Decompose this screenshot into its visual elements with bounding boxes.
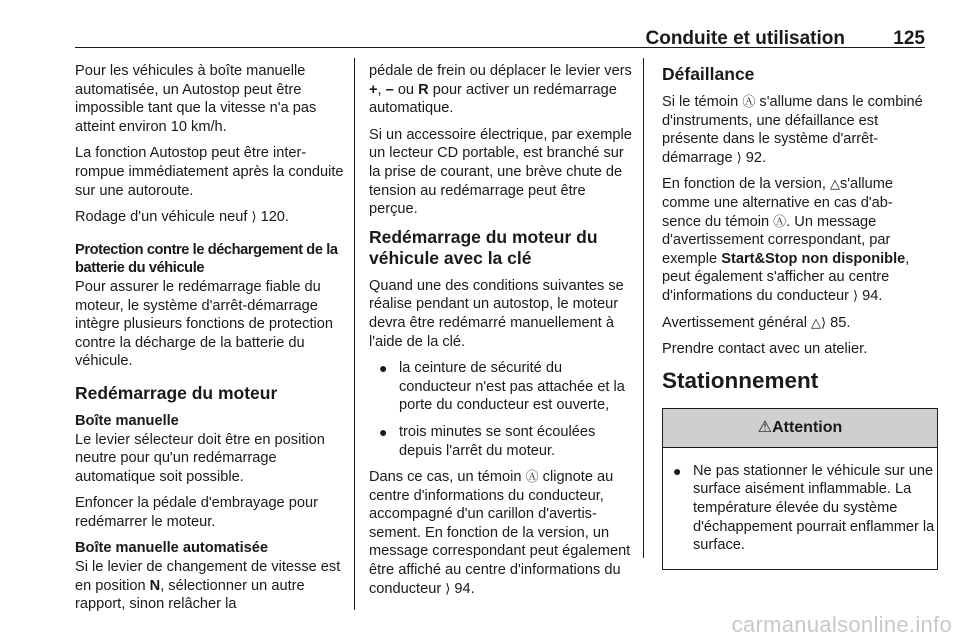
paragraph: Dans ce cas, un témoin Ⓐ clignote au centre d'informations du conducteur, accompagné d'un carillon d'avertissement. En fonction de la version, un message correspondant peut également être affiché au centre d'informations du conducteur ⟩ 94.: [369, 469, 631, 597]
page-reference-arrow-icon: ⟩: [736, 149, 742, 165]
paragraph: Rodage d'un véhicule neuf ⟩ 120.: [75, 209, 289, 226]
section-heading: Défaillance: [662, 64, 755, 84]
attention-body: [663, 448, 937, 569]
paragraph: Quand une des conditions suivantes se réalise pendant un autostop, le moteur devra être redémarré manuellement à l'aide de la clé.: [369, 277, 624, 350]
paragraph: pédale de frein ou déplacer le levier vers +, – ou R pour activer un redémarrage automatique.: [369, 63, 632, 117]
list-item: ● Ne pas stationner le véhicule sur une surface aisément inflammable. La température élevée du système d'échappement pourrait enflammer la surface.: [673, 462, 935, 554]
column-2: [369, 62, 635, 598]
subheading: Boîte manuelle automatisée: [75, 540, 269, 557]
column-3: [662, 62, 935, 570]
paragraph: Le levier sélecteur doit être en position neutre pour qu'un redémarrage automatique soit possible.: [75, 431, 325, 485]
page-reference-link[interactable]: 85.: [830, 314, 851, 331]
paragraph: Si le levier de changement de vitesse est en position N, sélectionner un autre rapport, sinon relâcher la: [75, 559, 341, 613]
page-reference-link[interactable]: 120.: [260, 209, 289, 226]
bullet-icon: ●: [379, 423, 388, 440]
autostop-lamp-icon: Ⓐ: [742, 94, 756, 109]
page-header: [75, 26, 925, 48]
warning-triangle-icon: △: [811, 314, 821, 330]
warning-triangle-icon: ⚠: [757, 418, 773, 436]
section-title: Conduite et utilisation: [645, 28, 845, 49]
column-1: [75, 62, 345, 614]
chapter-heading: Stationnement: [662, 367, 819, 393]
attention-header: ⚠Attention: [663, 408, 937, 448]
header-rule: [75, 47, 925, 48]
warning-triangle-icon: △: [829, 176, 840, 192]
paragraph: Si un accessoire électrique, par exemple un lecteur CD portable, est branché sur la prise de courant, une brève chute de tension au redémarrage peut être perçue.: [369, 126, 632, 218]
paragraph: Prendre contact avec un atelier.: [662, 341, 868, 358]
page-reference-arrow-icon: ⟩: [445, 580, 451, 596]
page-reference-link[interactable]: 94.: [862, 287, 883, 304]
page-number: 125: [893, 28, 925, 49]
page-reference-arrow-icon: ⟩: [251, 209, 257, 225]
bullet-icon: ●: [379, 360, 388, 377]
list-item: ● trois minutes se sont écoulées depuis l'arrêt du moteur.: [379, 423, 596, 459]
subheading: Boîte manuelle: [75, 412, 179, 429]
autostop-lamp-icon: Ⓐ: [773, 213, 787, 229]
list-item: ● la ceinture de sécurité du conducteur n'est pas attachée et la porte du conducteur est ouverte,: [379, 360, 625, 414]
paragraph: Pour les véhicules à boîte manuelle automatisée, un Autostop peut être impossible tant que la vitesse n'a pas atteint environ 10 km/h.: [75, 63, 317, 135]
column-divider-1: [354, 58, 355, 610]
attention-box: [662, 408, 938, 570]
autostop-lamp-icon: Ⓐ: [525, 469, 539, 485]
page-reference-arrow-icon: ⟩: [821, 314, 827, 330]
bullet-icon: ●: [673, 462, 682, 479]
watermark: carmanualsonline.info: [731, 612, 952, 637]
page-reference-link[interactable]: 94.: [454, 580, 475, 597]
paragraph: Si le témoin Ⓐ s'allume dans le combiné d'instruments, une défaillance est présente dans le système d'arrêt-démarrage ⟩ 92.: [662, 94, 923, 166]
section-heading: Redémarrage du moteur: [75, 382, 278, 403]
page-reference-arrow-icon: ⟩: [853, 287, 859, 303]
paragraph: Pour assurer le redémarrage fiable du moteur, le système d'arrêt-démarrage intègre plusieurs fonctions de protection contre la décharge de la batterie du véhicule.: [75, 278, 333, 370]
column-divider-2: [643, 58, 644, 558]
paragraph: La fonction Autostop peut être interrompue immédiatement après la conduite sur une autoroute.: [75, 145, 344, 199]
paragraph: En fonction de la version, △s'allume comme une alternative en cas d'absence du témoin Ⓐ. Un message d'avertissement correspondant, par exemple Start&Stop non disponible, peut également s'afficher au centre d'informations du conducteur ⟩ 94.: [662, 176, 910, 304]
subheading: Protection contre le déchargement de la batterie du véhicule: [75, 241, 338, 277]
paragraph: Enfoncer la pédale d'embrayage pour redémarrer le moteur.: [75, 495, 318, 530]
section-heading: Redémarrage du moteur du véhicule avec la clé: [369, 226, 598, 268]
page-reference-link[interactable]: 92.: [745, 149, 767, 166]
paragraph: Avertissement général △⟩ 85.: [662, 314, 851, 331]
